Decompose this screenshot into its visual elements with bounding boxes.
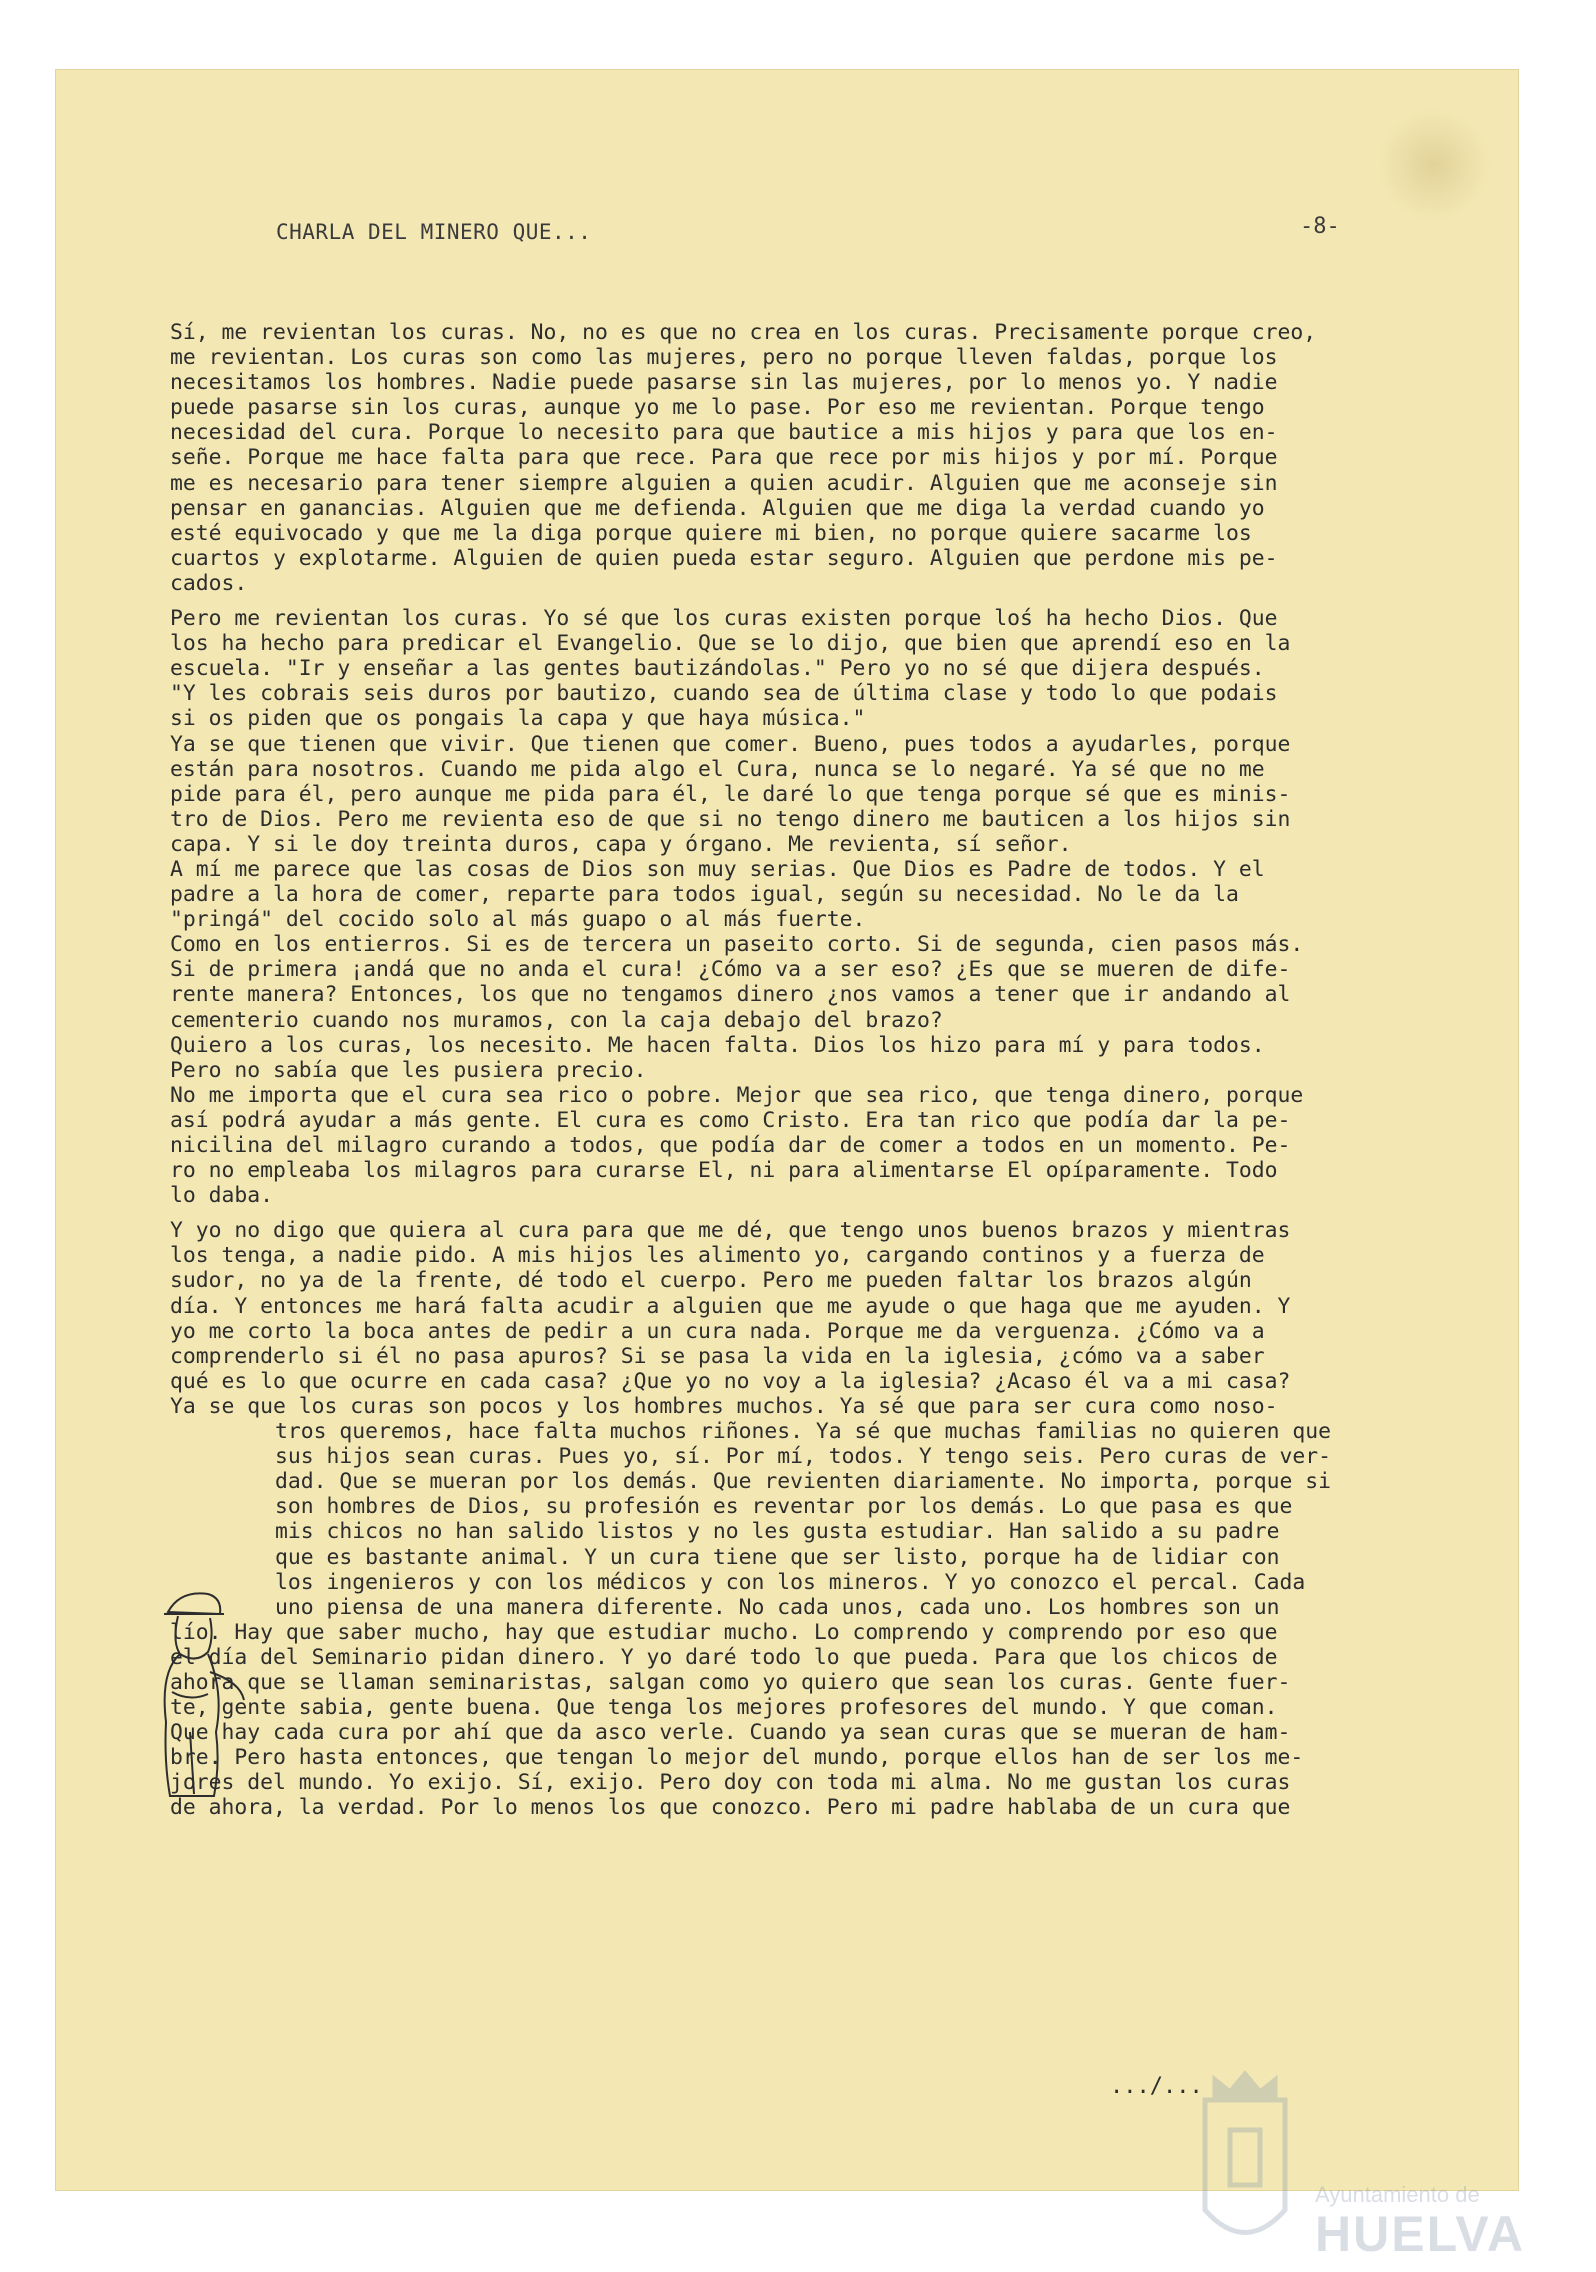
text-line: No me importa que el cura sea rico o pobre. Mejor que sea rico, que tenga dinero, porque <box>170 1082 1304 1108</box>
text-line: los ingenieros y con los médicos y con los mineros. Y yo conozco el percal. Cada <box>275 1569 1306 1595</box>
document-title: CHARLA DEL MINERO QUE... <box>276 220 592 244</box>
text-line: escuela. "Ir y enseñar a las gentes bautizándolas." Pero yo no sé que dijera después. <box>170 656 1265 682</box>
paper-stain <box>1374 110 1494 220</box>
paragraph-3 <box>170 1218 1470 1820</box>
text-line: Ya se que tienen que vivir. Que tienen que comer. Bueno, pues todos a ayudarles, porque <box>170 731 1291 757</box>
text-line: rente manera? Entonces, los que no tengamos dinero ¿nos vamos a tener que ir andando al <box>170 982 1291 1008</box>
paragraph-2 <box>170 606 1470 1208</box>
text-line: Si de primera ¡andá que no anda el cura! ¿Cómo va a ser eso? ¿Es que se mueren de dife- <box>170 957 1291 983</box>
text-line: día. Y entonces me hará falta acudir a alguien que me ayude o que haga que me ayuden. Y <box>170 1293 1291 1319</box>
text-line: jores del mundo. Yo exijo. Sí, exijo. Pero doy con toda mi alma. No me gustan los curas <box>170 1770 1291 1796</box>
ayuntamiento-huelva-watermark <box>1185 2060 1545 2260</box>
text-line: mis chicos no han salido listos y no les gusta estudiar. Han salido a su padre <box>275 1519 1280 1545</box>
text-line: Pero me revientan los curas. Yo sé que los curas existen porque loś ha hecho Dios. Que <box>170 606 1278 632</box>
text-line: necesitamos los hombres. Nadie puede pasarse sin las mujeres, por lo menos yo. Y nadie <box>170 370 1278 396</box>
text-line: puede pasarse sin los curas, aunque yo me lo pase. Por eso me revientan. Porque tengo <box>170 395 1265 421</box>
text-line: cuartos y explotarme. Alguien de quien pueda estar seguro. Alguien que perdone mis pe- <box>170 545 1278 571</box>
text-line: padre a la hora de comer, reparte para todos igual, según su necesidad. No le da la <box>170 882 1239 908</box>
text-line: son hombres de Dios, su profesión es reventar por los demás. Lo que pasa es que <box>275 1494 1293 1520</box>
watermark-line1: Ayuntamiento de <box>1315 2182 1480 2207</box>
text-line: señe. Porque me hace falta para que rece. Para que rece por mis hijos y por mí. Porque <box>170 445 1278 471</box>
text-line: A mí me parece que las cosas de Dios son muy serias. Que Dios es Padre de todos. Y el <box>170 856 1265 882</box>
text-line: los ha hecho para predicar el Evangelio. Que se lo dijo, que bien que aprendí eso en la <box>170 631 1291 657</box>
text-line: nicilina del milagro curando a todos, que podía dar de comer a todos en un momento. Pe- <box>170 1133 1291 1158</box>
text-line: bre. Pero hasta entonces, que tengan lo mejor del mundo, porque ellos han de ser los me- <box>170 1745 1304 1771</box>
text-line: pensar en ganancias. Alguien que me defienda. Alguien que me diga la verdad cuando yo <box>170 495 1265 521</box>
text-line: ahora que se llaman seminaristas, salgan como yo quiero que sean los curas. Gente fuer- <box>170 1669 1291 1695</box>
watermark-line2: HUELVA <box>1315 2206 1526 2262</box>
text-line: Ya se que los curas son pocos y los hombres muchos. Ya sé que para ser cura como noso- <box>170 1393 1278 1419</box>
text-line: lío. Hay que saber mucho, hay que estudiar mucho. Lo comprendo y comprendo por eso que <box>170 1619 1278 1645</box>
continuation-mark: .../... <box>1110 2074 1203 2099</box>
coat-of-arms-icon <box>1185 2060 1305 2260</box>
text-line: qué es lo que ocurre en cada casa? ¿Que yo no voy a la iglesia? ¿Acaso él va a mi casa? <box>170 1368 1291 1394</box>
text-line: sus hijos sean curas. Pues yo, sí. Por mí, todos. Y tengo seis. Pero curas de ver- <box>275 1444 1332 1470</box>
text-line: "Y les cobrais seis duros por bautizo, cuando sea de última clase y todo lo que podais <box>170 681 1278 707</box>
text-line: comprenderlo si él no pasa apuros? Si se pasa la vida en la iglesia, ¿cómo va a saber <box>170 1343 1265 1369</box>
text-line: así podrá ayudar a más gente. El cura es como Cristo. Era tan rico que podía dar la pe- <box>170 1107 1291 1133</box>
text-line: Quiero a los curas, los necesito. Me hacen falta. Dios los hizo para mí y para todos. <box>170 1032 1265 1058</box>
text-line: los tenga, a nadie pido. A mis hijos les alimento yo, cargando continos y a fuerza de <box>170 1243 1265 1269</box>
text-line: tro de Dios. Pero me revienta eso de que si no tengo dinero me bauticen a los hijos sin <box>170 806 1291 832</box>
miner-sketch-icon <box>150 1582 270 1812</box>
text-line: uno piensa de una manera diferente. No cada unos, cada uno. Los hombres son un <box>275 1594 1280 1620</box>
text-line: yo me corto la boca antes de pedir a un cura nada. Porque me da verguenza. ¿Cómo va a <box>170 1318 1265 1344</box>
document-body <box>170 320 1470 1821</box>
text-line: pide para él, pero aunque me pida para él, le daré lo que tenga porque sé que es minis- <box>170 781 1291 807</box>
text-line: Sí, me revientan los curas. No, no es que no crea en los curas. Precisamente porque creo, <box>170 320 1317 345</box>
text-line: sudor, no ya de la frente, dé todo el cuerpo. Pero me pueden faltar los brazos algún <box>170 1268 1252 1294</box>
text-line: están para nosotros. Cuando me pida algo el Cura, nunca se lo negaré. Ya sé que no me <box>170 756 1265 782</box>
text-line: me es necesario para tener siempre alguien a quien acudir. Alguien que me aconseje sin <box>170 470 1278 496</box>
text-line: me revientan. Los curas son como las mujeres, pero no porque lleven faldas, porque los <box>170 345 1278 371</box>
text-line: que es bastante animal. Y un cura tiene que ser listo, porque ha de lidiar con <box>275 1544 1280 1570</box>
text-line: si os piden que os pongais la capa y que haya música." <box>170 706 866 732</box>
text-line: cementerio cuando nos muramos, con la caja debajo del brazo? <box>170 1007 943 1033</box>
text-line: Pero no sabía que les pusiera precio. <box>170 1057 647 1083</box>
text-line: Que hay cada cura por ahí que da asco verle. Cuando ya sean curas que se mueran de ham- <box>170 1720 1291 1746</box>
text-line: ro no empleaba los milagros para curarse El, ni para alimentarse El opíparamente. Todo <box>170 1158 1278 1184</box>
text-line: de ahora, la verdad. Por lo menos los que conozco. Pero mi padre hablaba de un cura que <box>170 1795 1291 1821</box>
text-line: Como en los entierros. Si es de tercera un paseito corto. Si de segunda, cien pasos más. <box>170 932 1304 958</box>
text-line: cados. <box>170 570 248 596</box>
text-line: tros queremos, hace falta muchos riñones. Ya sé que muchas familias no quieren que <box>275 1419 1332 1445</box>
text-line: "pringá" del cocido solo al más guapo o al más fuerte. <box>170 907 866 933</box>
text-line: esté equivocado y que me la diga porque quiere mi bien, no porque quiere sacarme los <box>170 520 1252 546</box>
text-line: necesidad del cura. Porque lo necesito para que bautice a mis hijos y para que los en- <box>170 420 1278 446</box>
paragraph-1 <box>170 320 1470 596</box>
text-line: te, gente sabia, gente buena. Que tenga los mejores profesores del mundo. Y que coman. <box>170 1695 1278 1721</box>
text-line: dad. Que se mueran por los demás. Que revienten diariamente. No importa, porque si <box>275 1469 1332 1495</box>
page-number: -8- <box>1300 214 1340 239</box>
text-line: lo daba. <box>170 1183 274 1209</box>
text-line: el día del Seminario pidan dinero. Y yo daré todo lo que pueda. Para que los chicos de <box>170 1644 1278 1670</box>
text-line: Y yo no digo que quiera al cura para que me dé, que tengo unos buenos brazos y mientras <box>170 1218 1291 1244</box>
text-line: capa. Y si le doy treinta duros, capa y órgano. Me revienta, sí señor. <box>170 831 1072 857</box>
